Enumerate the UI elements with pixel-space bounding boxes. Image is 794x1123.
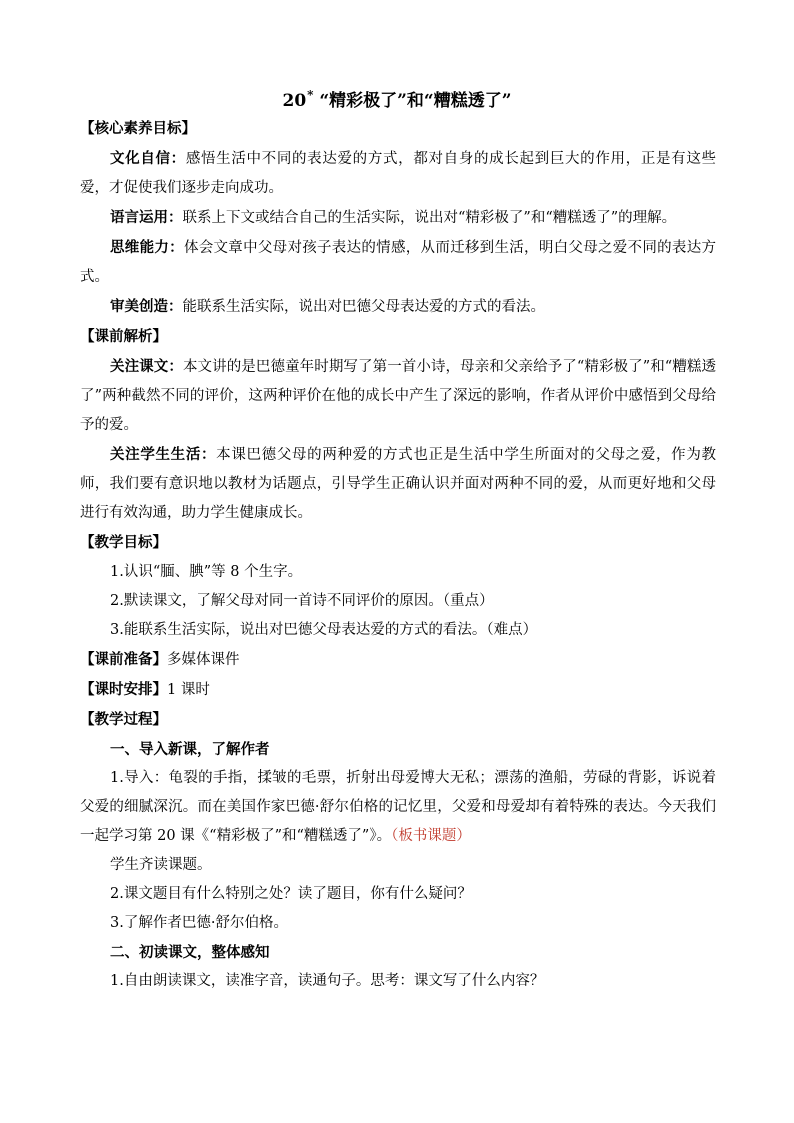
teaching-goal-item: 2.默读课文，了解父母对同一首诗不同评价的原因。（重点） [110, 593, 494, 609]
process-heading: 【教学过程】 [80, 711, 167, 728]
schedule-line: 【课时安排】1 课时 [80, 681, 210, 698]
preparation-line: 【课前准备】多媒体课件 [80, 651, 240, 668]
analysis-student-life: 关注学生生活：本课巴德父母的两种爱的方式也正是生活中学生所面对的父母之爱，作为教师，我们要有意识地以教材为话题点，引导学生正确认识并面对两种不同的爱，从而更好地和父母进行有效沟通，助力学生健康成长。 [80, 446, 717, 521]
core-goal-culture: 文化自信：感悟生活中不同的表达爱的方式，都对自身的成长起到巨大的作用，正是有这些爱，才促使我们逐步走向成功。 [80, 150, 717, 196]
free-reading-line: 1.自由朗读课文，读准字音，读通句子。思考：课文写了什么内容？ [110, 973, 545, 989]
section-one-heading: 一、导入新课，了解作者 [110, 741, 270, 758]
read-title-line: 学生齐读课题。 [110, 857, 212, 873]
board-note: （板书课题） [391, 828, 471, 844]
document-body [80, 114, 716, 996]
teaching-goal-item: 1.认识“腼、腆”等 8 个生字。 [110, 564, 303, 580]
analysis-text-focus: 关注课文：本文讲的是巴德童年时期写了第一首小诗，母亲和父亲给予了“精彩极了”和“糟糕透了”两种截然不同的评价，这两种评价在他的成长中产生了深远的影响，作者从评价中感悟到父母给予的爱。 [80, 358, 716, 433]
author-line: 3.了解作者巴德·舒尔伯格。 [110, 915, 288, 931]
lesson-title-text: “精彩极了”和“糟糕透了” [319, 91, 512, 111]
optional-lesson-star: * [307, 88, 314, 103]
core-goals-heading: 【核心素养目标】 [80, 120, 196, 137]
teaching-goal-item: 3.能联系生活实际，说出对巴德父母表达爱的方式的看法。（难点） [110, 622, 538, 638]
title-question-line: 2.课文题目有什么特别之处？读了题目，你有什么疑问？ [110, 886, 472, 902]
teaching-goals-heading: 【教学目标】 [80, 534, 167, 551]
intro-paragraph: 1.导入：龟裂的手指，揉皱的毛票，折射出母爱博大无私；漂荡的渔船，劳碌的背影，诉说着父爱的细腻深沉。而在美国作家巴德·舒尔伯格的记忆里，父爱和母爱却有着特殊的表达。今天我们一起学习第 20 课《“精彩极了”和“糟糕透了”》。（板书课题） [80, 770, 716, 844]
lesson-number: 20 [282, 91, 307, 111]
core-goal-aesthetic: 审美创造：能联系生活实际，说出对巴德父母表达爱的方式的看法。 [110, 298, 545, 315]
core-goal-thinking: 思维能力：体会文章中父母对孩子表达的情感，从而迁移到生活，明白父母之爱不同的表达方式。 [80, 239, 716, 285]
lesson-title [0, 86, 794, 111]
analysis-heading: 【课前解析】 [80, 328, 167, 345]
core-goal-language: 语言运用：联系上下文或结合自己的生活实际，说出对“精彩极了”和“糟糕透了”的理解。 [110, 209, 677, 226]
section-two-heading: 二、初读课文，整体感知 [110, 944, 270, 961]
